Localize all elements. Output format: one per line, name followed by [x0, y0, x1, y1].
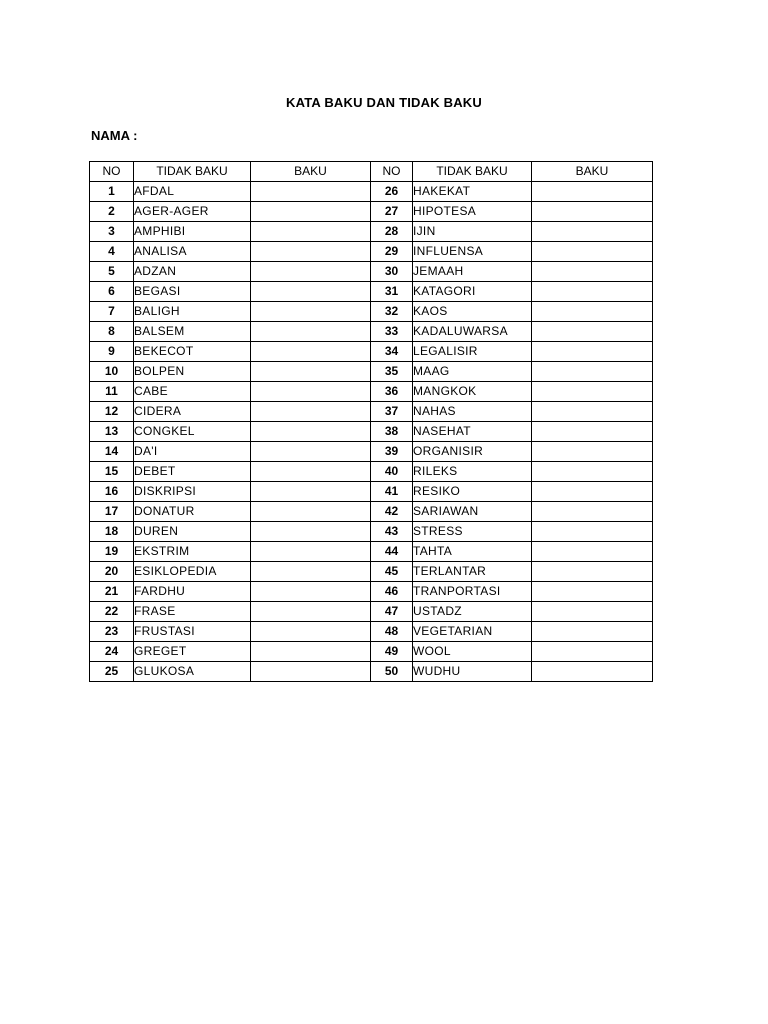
tidak-baku-word-right: MANGKOK — [413, 382, 532, 402]
table-row — [90, 262, 653, 282]
row-number-right: 36 — [371, 382, 413, 402]
row-number-right: 35 — [371, 362, 413, 382]
tidak-baku-word-left: DA'I — [134, 442, 251, 462]
baku-answer-cell-left[interactable] — [251, 602, 371, 622]
row-number-right: 50 — [371, 662, 413, 682]
baku-answer-cell-right[interactable] — [532, 202, 653, 222]
row-number-left: 4 — [90, 242, 134, 262]
baku-answer-cell-right[interactable] — [532, 542, 653, 562]
row-number-left: 5 — [90, 262, 134, 282]
baku-answer-cell-left[interactable] — [251, 462, 371, 482]
baku-answer-cell-right[interactable] — [532, 482, 653, 502]
tidak-baku-word-left: DEBET — [134, 462, 251, 482]
row-number-left: 3 — [90, 222, 134, 242]
baku-answer-cell-left[interactable] — [251, 342, 371, 362]
tidak-baku-word-left: FRUSTASI — [134, 622, 251, 642]
baku-answer-cell-right[interactable] — [532, 182, 653, 202]
tidak-baku-word-right: STRESS — [413, 522, 532, 542]
baku-answer-cell-left[interactable] — [251, 242, 371, 262]
row-number-right: 46 — [371, 582, 413, 602]
row-number-left: 13 — [90, 422, 134, 442]
tidak-baku-word-right: MAAG — [413, 362, 532, 382]
row-number-right: 28 — [371, 222, 413, 242]
tidak-baku-word-right: WUDHU — [413, 662, 532, 682]
row-number-left: 2 — [90, 202, 134, 222]
baku-answer-cell-right[interactable] — [532, 522, 653, 542]
tidak-baku-word-right: SARIAWAN — [413, 502, 532, 522]
row-number-right: 37 — [371, 402, 413, 422]
baku-answer-cell-right[interactable] — [532, 382, 653, 402]
tidak-baku-word-left: CONGKEL — [134, 422, 251, 442]
tidak-baku-word-right: LEGALISIR — [413, 342, 532, 362]
row-number-right: 33 — [371, 322, 413, 342]
row-number-left: 22 — [90, 602, 134, 622]
baku-answer-cell-right[interactable] — [532, 442, 653, 462]
table-row — [90, 282, 653, 302]
tidak-baku-word-right: RILEKS — [413, 462, 532, 482]
baku-answer-cell-left[interactable] — [251, 182, 371, 202]
row-number-right: 49 — [371, 642, 413, 662]
tidak-baku-word-left: GLUKOSA — [134, 662, 251, 682]
baku-answer-cell-left[interactable] — [251, 402, 371, 422]
baku-answer-cell-right[interactable] — [532, 502, 653, 522]
table-row — [90, 522, 653, 542]
row-number-left: 15 — [90, 462, 134, 482]
row-number-right: 31 — [371, 282, 413, 302]
tidak-baku-word-left: FRASE — [134, 602, 251, 622]
baku-answer-cell-right[interactable] — [532, 322, 653, 342]
document-title: KATA BAKU DAN TIDAK BAKU — [286, 95, 482, 110]
tidak-baku-word-left: AFDAL — [134, 182, 251, 202]
row-number-right: 41 — [371, 482, 413, 502]
tidak-baku-word-right: TAHTA — [413, 542, 532, 562]
tidak-baku-word-right: NAHAS — [413, 402, 532, 422]
baku-answer-cell-left[interactable] — [251, 222, 371, 242]
baku-answer-cell-right[interactable] — [532, 422, 653, 442]
header-baku-right: BAKU — [532, 162, 653, 182]
tidak-baku-word-left: BALSEM — [134, 322, 251, 342]
row-number-left: 7 — [90, 302, 134, 322]
row-number-left: 9 — [90, 342, 134, 362]
row-number-left: 20 — [90, 562, 134, 582]
header-tidak-baku-right: TIDAK BAKU — [413, 162, 532, 182]
tidak-baku-word-right: VEGETARIAN — [413, 622, 532, 642]
baku-answer-cell-right[interactable] — [532, 402, 653, 422]
tidak-baku-word-right: KAOS — [413, 302, 532, 322]
tidak-baku-word-right: WOOL — [413, 642, 532, 662]
baku-answer-cell-right[interactable] — [532, 222, 653, 242]
row-number-left: 12 — [90, 402, 134, 422]
baku-answer-cell-left[interactable] — [251, 622, 371, 642]
table-row — [90, 362, 653, 382]
tidak-baku-word-right: TRANPORTASI — [413, 582, 532, 602]
row-number-right: 30 — [371, 262, 413, 282]
tidak-baku-word-left: BEKECOT — [134, 342, 251, 362]
baku-answer-cell-left[interactable] — [251, 262, 371, 282]
tidak-baku-word-left: GREGET — [134, 642, 251, 662]
tidak-baku-word-right: IJIN — [413, 222, 532, 242]
baku-answer-cell-right[interactable] — [532, 462, 653, 482]
baku-answer-cell-left[interactable] — [251, 642, 371, 662]
tidak-baku-word-left: ESIKLOPEDIA — [134, 562, 251, 582]
baku-answer-cell-right[interactable] — [532, 602, 653, 622]
row-number-right: 39 — [371, 442, 413, 462]
baku-answer-cell-left[interactable] — [251, 382, 371, 402]
table-row — [90, 462, 653, 482]
table-row — [90, 542, 653, 562]
baku-answer-cell-left[interactable] — [251, 322, 371, 342]
row-number-left: 19 — [90, 542, 134, 562]
table-row — [90, 422, 653, 442]
tidak-baku-word-right: TERLANTAR — [413, 562, 532, 582]
table-row — [90, 302, 653, 322]
tidak-baku-word-left: BEGASI — [134, 282, 251, 302]
row-number-left: 21 — [90, 582, 134, 602]
baku-answer-cell-left[interactable] — [251, 362, 371, 382]
table-row — [90, 242, 653, 262]
row-number-left: 24 — [90, 642, 134, 662]
row-number-right: 42 — [371, 502, 413, 522]
row-number-left: 25 — [90, 662, 134, 682]
tidak-baku-word-left: CIDERA — [134, 402, 251, 422]
header-baku-left: BAKU — [251, 162, 371, 182]
baku-answer-cell-left[interactable] — [251, 582, 371, 602]
row-number-left: 16 — [90, 482, 134, 502]
row-number-left: 14 — [90, 442, 134, 462]
table-row — [90, 222, 653, 242]
baku-answer-cell-left[interactable] — [251, 482, 371, 502]
tidak-baku-word-right: HAKEKAT — [413, 182, 532, 202]
baku-answer-cell-right[interactable] — [532, 262, 653, 282]
tidak-baku-word-left: DONATUR — [134, 502, 251, 522]
row-number-left: 23 — [90, 622, 134, 642]
table-row — [90, 602, 653, 622]
baku-answer-cell-right[interactable] — [532, 642, 653, 662]
table-row — [90, 322, 653, 342]
baku-answer-cell-left[interactable] — [251, 302, 371, 322]
tidak-baku-word-right: KADALUWARSA — [413, 322, 532, 342]
name-label: NAMA : — [91, 128, 138, 143]
tidak-baku-word-left: EKSTRIM — [134, 542, 251, 562]
tidak-baku-word-left: DISKRIPSI — [134, 482, 251, 502]
baku-answer-cell-left[interactable] — [251, 662, 371, 682]
tidak-baku-word-right: KATAGORI — [413, 282, 532, 302]
tidak-baku-word-right: NASEHAT — [413, 422, 532, 442]
row-number-left: 1 — [90, 182, 134, 202]
baku-answer-cell-right[interactable] — [532, 342, 653, 362]
table-row — [90, 622, 653, 642]
baku-answer-cell-left[interactable] — [251, 562, 371, 582]
table-row — [90, 442, 653, 462]
row-number-right: 45 — [371, 562, 413, 582]
row-number-right: 44 — [371, 542, 413, 562]
tidak-baku-word-left: ADZAN — [134, 262, 251, 282]
row-number-left: 18 — [90, 522, 134, 542]
row-number-left: 17 — [90, 502, 134, 522]
row-number-right: 38 — [371, 422, 413, 442]
tidak-baku-word-right: INFLUENSA — [413, 242, 532, 262]
row-number-left: 11 — [90, 382, 134, 402]
tidak-baku-word-left: FARDHU — [134, 582, 251, 602]
row-number-right: 40 — [371, 462, 413, 482]
tidak-baku-word-right: JEMAAH — [413, 262, 532, 282]
tidak-baku-word-left: DUREN — [134, 522, 251, 542]
word-table — [89, 161, 653, 682]
tidak-baku-word-left: AGER-AGER — [134, 202, 251, 222]
table-row — [90, 482, 653, 502]
baku-answer-cell-right[interactable] — [532, 562, 653, 582]
table-row — [90, 402, 653, 422]
header-no-right: NO — [371, 162, 413, 182]
tidak-baku-word-right: USTADZ — [413, 602, 532, 622]
baku-answer-cell-left[interactable] — [251, 522, 371, 542]
row-number-right: 32 — [371, 302, 413, 322]
baku-answer-cell-left[interactable] — [251, 502, 371, 522]
tidak-baku-word-left: BALIGH — [134, 302, 251, 322]
row-number-right: 34 — [371, 342, 413, 362]
table-row — [90, 662, 653, 682]
baku-answer-cell-left[interactable] — [251, 422, 371, 442]
row-number-right: 47 — [371, 602, 413, 622]
table-row — [90, 202, 653, 222]
table-row — [90, 642, 653, 662]
baku-answer-cell-right[interactable] — [532, 282, 653, 302]
baku-answer-cell-right[interactable] — [532, 242, 653, 262]
table-header-row — [90, 162, 653, 182]
baku-answer-cell-right[interactable] — [532, 362, 653, 382]
row-number-left: 10 — [90, 362, 134, 382]
tidak-baku-word-left: AMPHIBI — [134, 222, 251, 242]
header-tidak-baku-left: TIDAK BAKU — [134, 162, 251, 182]
table-row — [90, 582, 653, 602]
tidak-baku-word-left: BOLPEN — [134, 362, 251, 382]
row-number-right: 26 — [371, 182, 413, 202]
tidak-baku-word-right: RESIKO — [413, 482, 532, 502]
baku-answer-cell-right[interactable] — [532, 662, 653, 682]
row-number-left: 8 — [90, 322, 134, 342]
baku-answer-cell-right[interactable] — [532, 582, 653, 602]
row-number-left: 6 — [90, 282, 134, 302]
row-number-right: 27 — [371, 202, 413, 222]
header-no-left: NO — [90, 162, 134, 182]
row-number-right: 29 — [371, 242, 413, 262]
tidak-baku-word-right: HIPOTESA — [413, 202, 532, 222]
table-row — [90, 562, 653, 582]
baku-answer-cell-left[interactable] — [251, 442, 371, 462]
baku-answer-cell-left[interactable] — [251, 202, 371, 222]
baku-answer-cell-left[interactable] — [251, 542, 371, 562]
tidak-baku-word-left: CABE — [134, 382, 251, 402]
baku-answer-cell-right[interactable] — [532, 302, 653, 322]
table-row — [90, 182, 653, 202]
row-number-right: 48 — [371, 622, 413, 642]
table-row — [90, 382, 653, 402]
baku-answer-cell-right[interactable] — [532, 622, 653, 642]
tidak-baku-word-left: ANALISA — [134, 242, 251, 262]
baku-answer-cell-left[interactable] — [251, 282, 371, 302]
tidak-baku-word-right: ORGANISIR — [413, 442, 532, 462]
row-number-right: 43 — [371, 522, 413, 542]
table-row — [90, 342, 653, 362]
table-row — [90, 502, 653, 522]
